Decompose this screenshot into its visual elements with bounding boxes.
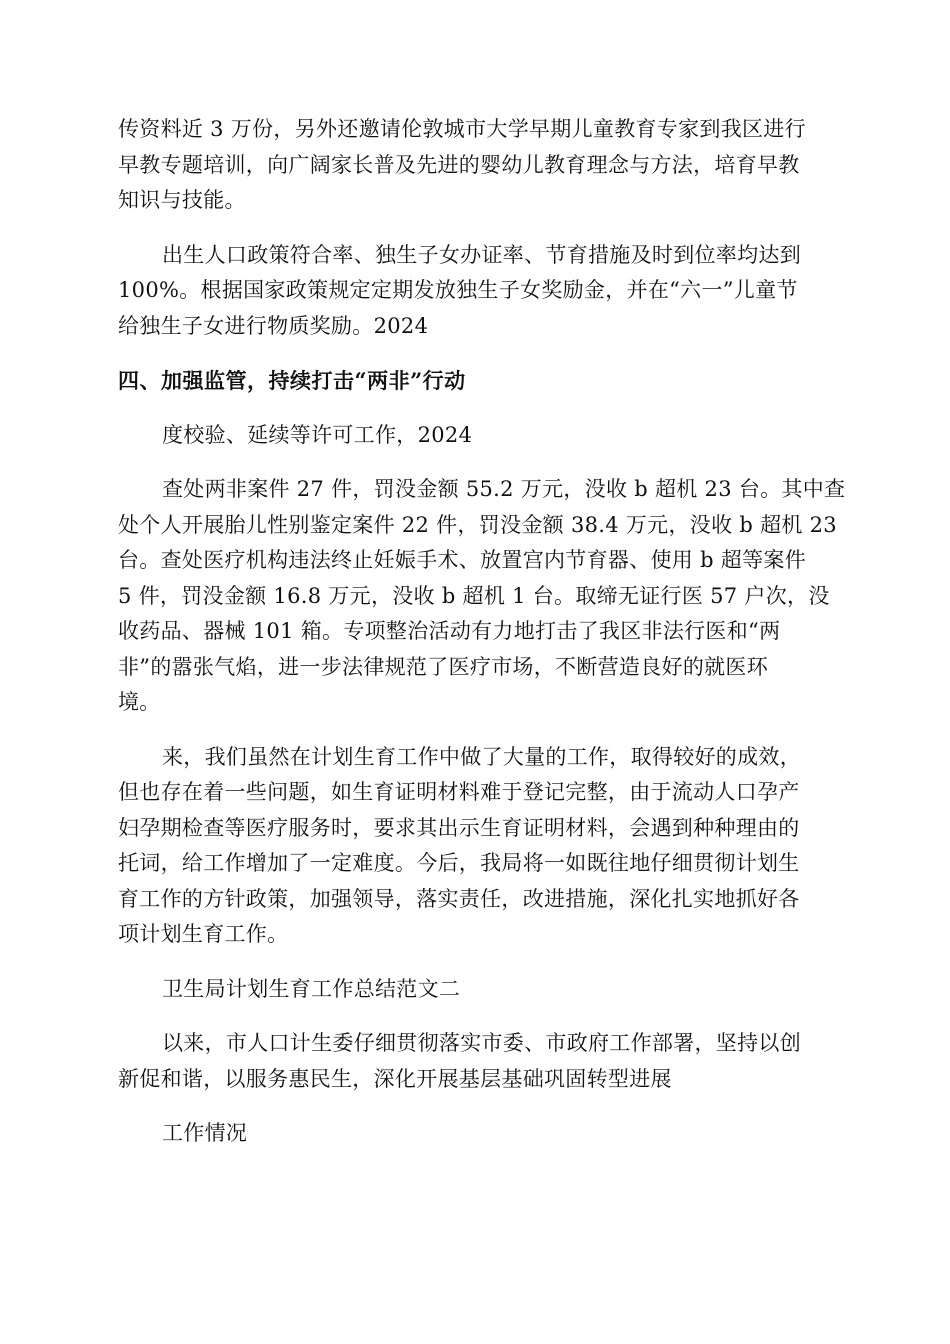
text-line: 以来，市人口计生委仔细贯彻落实市委、市政府工作部署，坚持以创 bbox=[162, 1031, 801, 1055]
text-line: 妇孕期检查等医疗服务时，要求其出示生育证明材料，会遇到种种理由的 bbox=[118, 815, 800, 840]
text-line: 5 件，罚没金额 16.8 万元，没收 b 超机 1 台。取缔无证行医 57 户次，没 bbox=[118, 583, 830, 608]
text-line: 度校验、延续等许可工作，2024 bbox=[162, 422, 473, 447]
text-line: 卫生局计划生育工作总结范文二 bbox=[162, 976, 461, 1001]
text-line: 托词，给工作增加了一定难度。今后，我局将一如既往地仔细贯彻计划生 bbox=[118, 851, 800, 875]
text-line: 项计划生育工作。 bbox=[118, 922, 289, 946]
section-heading: 四、加强监管，持续打击“两非”行动 bbox=[118, 368, 466, 393]
document-page bbox=[118, 112, 846, 1152]
text-line: 非”的嚣张气焰，进一步法律规范了医疗市场，不断营造良好的就医环 bbox=[118, 654, 769, 679]
text-line: 来，我们虽然在计划生育工作中做了大量的工作，取得较好的成效， bbox=[162, 744, 801, 769]
text-line: 知识与技能。 bbox=[118, 188, 246, 212]
text-line: 出生人口政策符合率、独生子女办证率、节育措施及时到位率均达到 bbox=[162, 242, 801, 267]
body-paragraph bbox=[118, 238, 834, 345]
text-line: 处个人开展胎儿性别鉴定案件 22 件，罚没金额 38.4 万元，没收 b 超机 23 bbox=[118, 512, 837, 537]
text-line: 收药品、器械 101 箱。专项整治活动有力地打击了我区非法行医和“两 bbox=[118, 619, 781, 643]
body-paragraph bbox=[118, 1026, 834, 1097]
text-line: 台。查处医疗机构违法终止妊娠手术、放置宫内节育器、使用 b 超等案件 bbox=[118, 548, 806, 572]
text-line: 查处两非案件 27 件，罚没金额 55.2 万元，没收 b 超机 23 台。其中查 bbox=[162, 477, 846, 501]
text-line: 工作情况 bbox=[162, 1121, 248, 1145]
text-line: 给独生子女进行物质奖励。2024 bbox=[118, 313, 429, 338]
text-line: 但也存在着一些问题，如生育证明材料难于登记完整，由于流动人口孕产 bbox=[118, 780, 800, 804]
body-paragraph bbox=[118, 472, 846, 721]
text-line: 100%。根据国家政策规定定期发放独生子女奖励金，并在“六一”儿童节 bbox=[118, 278, 798, 302]
subtitle-paragraph bbox=[118, 972, 834, 1008]
body-paragraph bbox=[118, 112, 834, 219]
body-paragraph bbox=[118, 1116, 834, 1152]
text-line: 早教专题培训，向广阔家长普及先进的婴幼儿教育理念与方法，培育早教 bbox=[118, 152, 800, 177]
text-line: 新促和谐，以服务惠民生，深化开展基层基础巩固转型进展 bbox=[118, 1066, 672, 1091]
body-paragraph bbox=[118, 418, 834, 454]
text-line: 育工作的方针政策，加强领导，落实责任，改进措施，深化扎实地抓好各 bbox=[118, 886, 800, 911]
text-line: 境。 bbox=[118, 690, 161, 714]
text-line: 传资料近 3 万份，另外还邀请伦敦城市大学早期儿童教育专家到我区进行 bbox=[118, 117, 806, 141]
body-paragraph bbox=[118, 740, 834, 953]
